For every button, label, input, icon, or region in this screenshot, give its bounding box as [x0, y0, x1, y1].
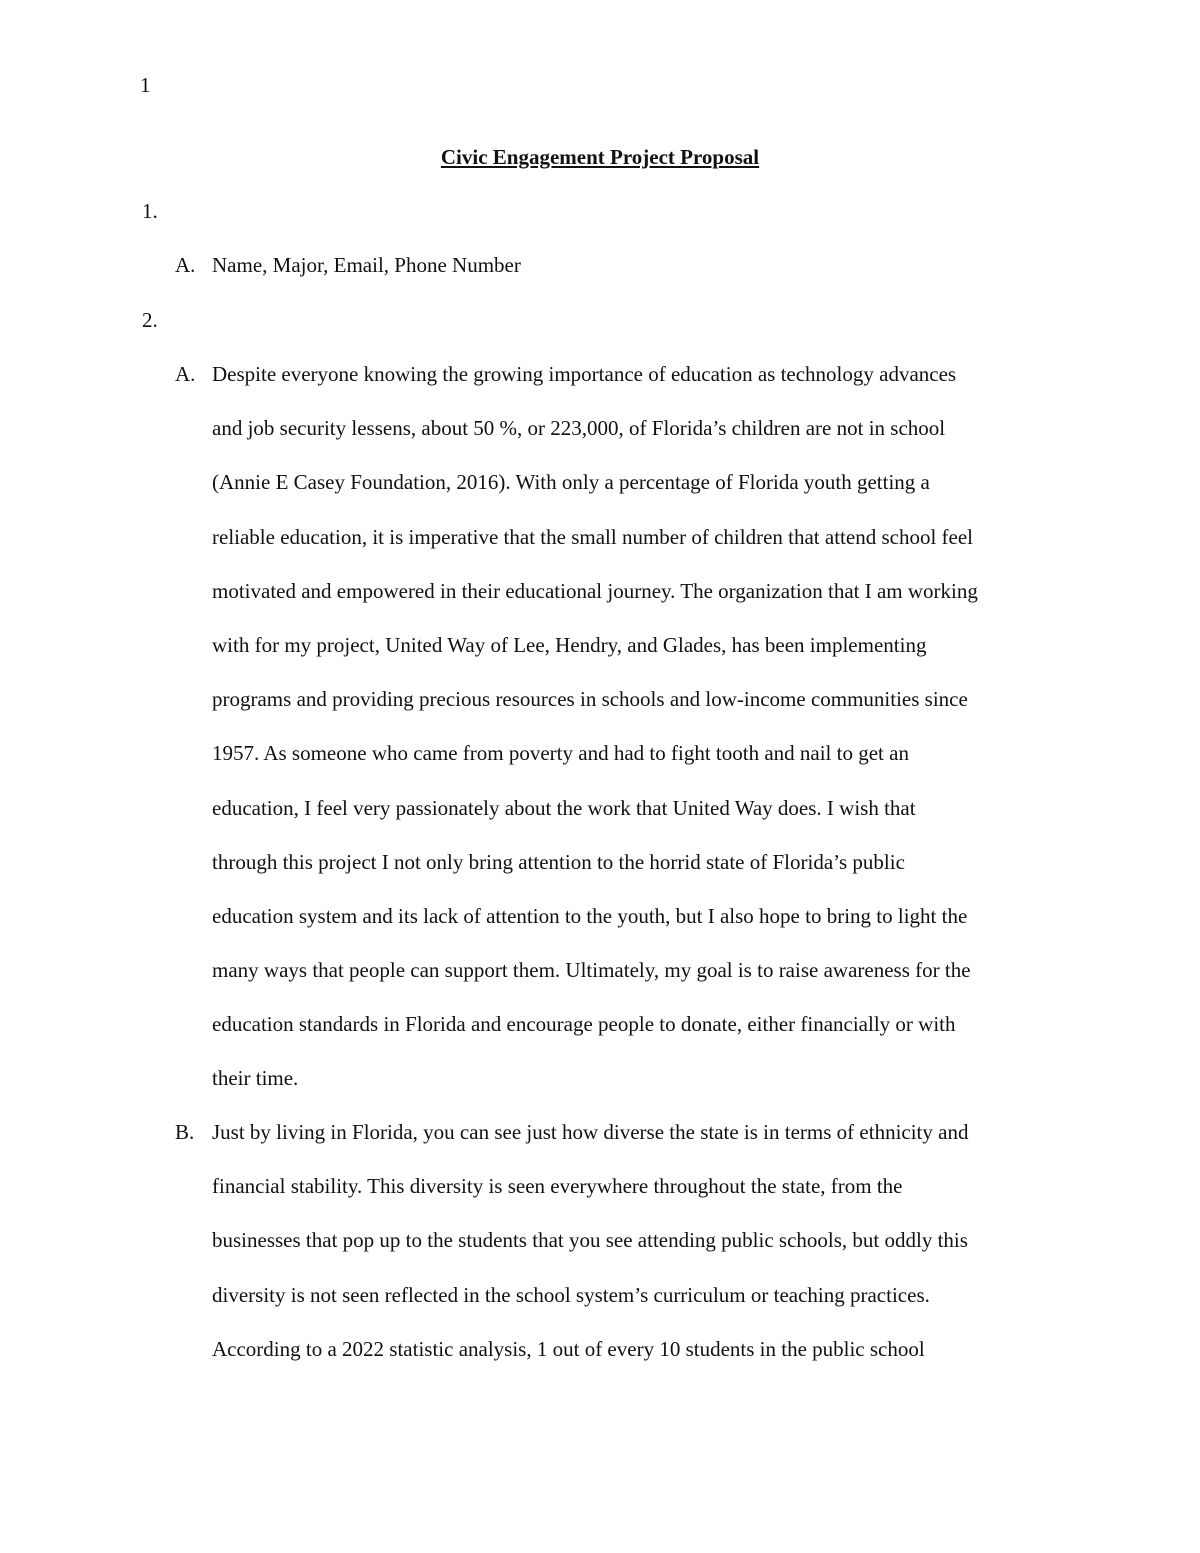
paragraph-line: education system and its lack of attention to the youth, but I also hope to bring to light the — [212, 903, 968, 928]
paragraph-line: education, I feel very passionately about the work that United Way does. I wish that — [212, 795, 916, 820]
item-letter-2a: A. — [175, 362, 196, 386]
paragraph-line: many ways that people can support them. Ultimately, my goal is to raise awareness for the — [212, 958, 971, 983]
page-number: 1 — [140, 73, 151, 97]
item-letter-2b: B. — [175, 1120, 195, 1144]
paragraph-line: through this project I not only bring attention to the horrid state of Florida’s public — [212, 849, 905, 874]
paragraph-line: and job security lessens, about 50 %, or 223,000, of Florida’s children are not in school — [212, 416, 946, 441]
paragraph-line: Name, Major, Email, Phone Number — [212, 253, 521, 277]
paragraph-1a — [212, 250, 1062, 304]
section-marker-1: 1. — [142, 199, 158, 223]
paragraph-line: motivated and empowered in their educational journey. The organization that I am working — [212, 578, 978, 603]
paragraph-line: with for my project, United Way of Lee, Hendry, and Glades, has been implementing — [212, 632, 927, 657]
paragraph-line: Despite everyone knowing the growing importance of education as technology advances — [212, 362, 957, 386]
paragraph-line: 1957. As someone who came from poverty and had to fight tooth and nail to get an — [212, 741, 909, 766]
paragraph-line: businesses that pop up to the students that you see attending public schools, but oddly this — [212, 1228, 968, 1253]
paragraph-line: financial stability. This diversity is seen everywhere throughout the state, from the — [212, 1174, 903, 1199]
paragraph-line: education standards in Florida and encourage people to donate, either financially or with — [212, 1012, 956, 1037]
paragraph-line: programs and providing precious resources in schools and low-income communities since — [212, 687, 968, 712]
page-title: Civic Engagement Project Proposal — [440, 145, 760, 169]
paragraph-line: their time. — [212, 1066, 299, 1091]
paragraph-2a — [212, 359, 1062, 1118]
paragraph-line: According to a 2022 statistic analysis, 1 out of every 10 students in the public school — [212, 1336, 925, 1361]
paragraph-line: diversity is not seen reflected in the school system’s curriculum or teaching practices. — [212, 1282, 930, 1307]
paragraph-line: Just by living in Florida, you can see just how diverse the state is in terms of ethnicity and — [212, 1120, 969, 1144]
paragraph-line: reliable education, it is imperative that the small number of children that attend school feel — [212, 524, 973, 549]
paragraph-2b — [212, 1117, 1062, 1388]
paragraph-line: (Annie E Casey Foundation, 2016). With only a percentage of Florida youth getting a — [212, 470, 930, 495]
section-marker-2: 2. — [142, 308, 158, 332]
item-letter-1a: A. — [175, 253, 196, 277]
